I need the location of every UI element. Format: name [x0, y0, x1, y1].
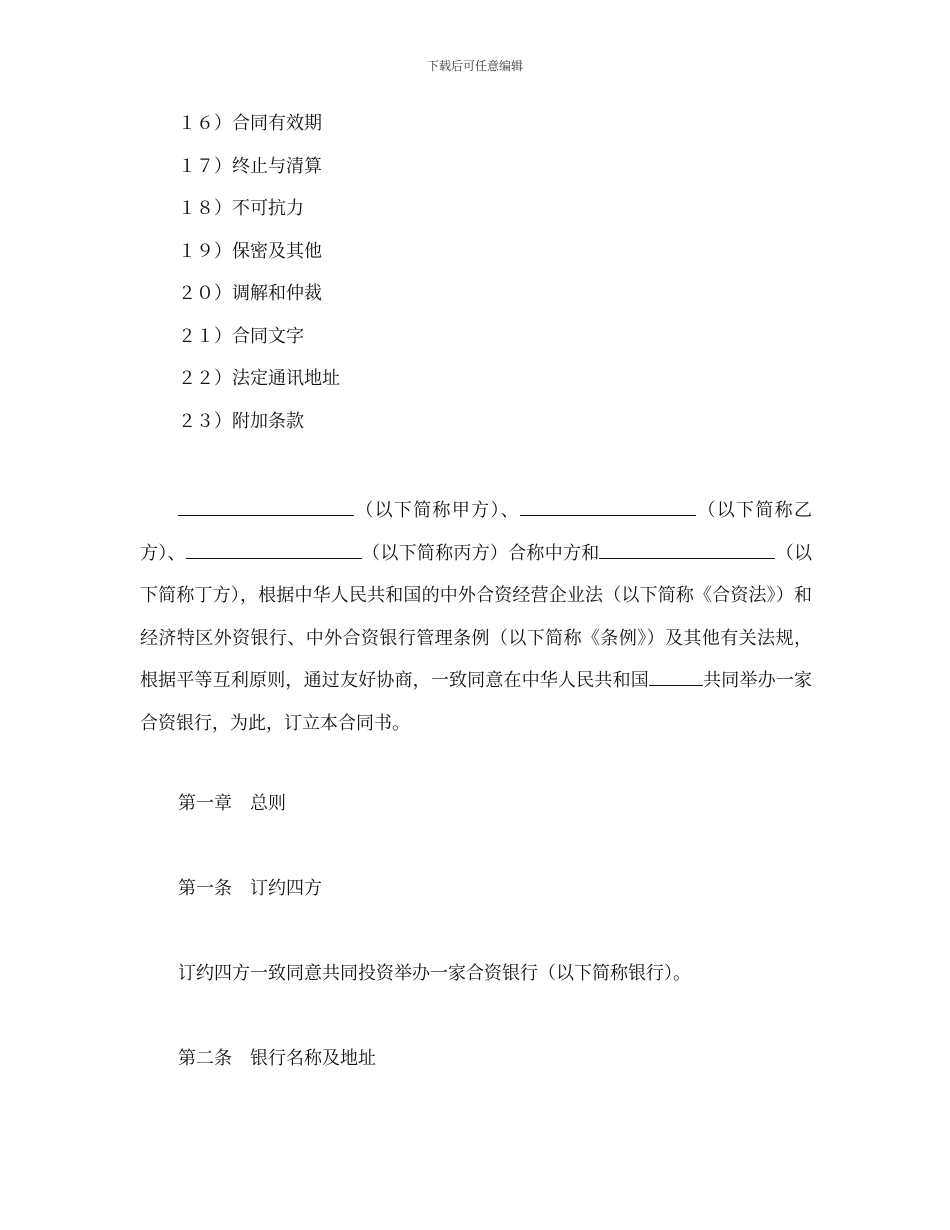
article-body: 订约四方一致同意共同投资举办一家合资银行（以下简称银行）。	[178, 963, 691, 984]
preamble-text: （以下简称甲方）、	[354, 500, 521, 521]
toc-item: ２０）调解和仲裁	[178, 283, 322, 304]
toc-item: １８）不可抗力	[178, 198, 304, 219]
toc-item: ２３）附加条款	[178, 410, 304, 432]
toc-item: ２１）合同文字	[178, 325, 304, 347]
preamble-text: 共同举办一家合资银行，为此，订立本合同书。	[140, 670, 813, 734]
party-a-blank	[178, 495, 354, 516]
toc-item: １９）保密及其他	[178, 240, 322, 262]
article-title: 第一条 订约四方	[178, 878, 322, 899]
party-b-blank	[520, 495, 696, 516]
chapter-title: 第一章 总则	[178, 793, 286, 814]
toc-item: １６）合同有效期	[178, 113, 322, 134]
location-blank	[649, 665, 703, 686]
party-d-blank	[599, 538, 775, 559]
preamble-text: （以下简称乙方）、	[140, 500, 812, 564]
preamble-paragraph	[140, 490, 812, 745]
page-header: 下载后可任意编辑	[426, 59, 523, 73]
preamble-text: （以下简称丁方），根据中华人民共和国的中外合资经营企业法（以下简称《合资法》）和经济特区外资银行、中外合资银行管理条例（以下简称《条例》）及其他有关法规，根据平等互利原则，通过友好协商，一致同意在中华人民共和国	[140, 542, 813, 691]
party-c-blank	[186, 538, 362, 559]
article-title: 第二条 银行名称及地址	[178, 1048, 376, 1069]
toc-item: ２２）法定通讯地址	[178, 368, 340, 389]
toc-item: １７）终止与清算	[178, 155, 322, 177]
preamble-text: （以下简称丙方）合称中方和	[361, 542, 600, 564]
toc-list	[178, 112, 340, 452]
